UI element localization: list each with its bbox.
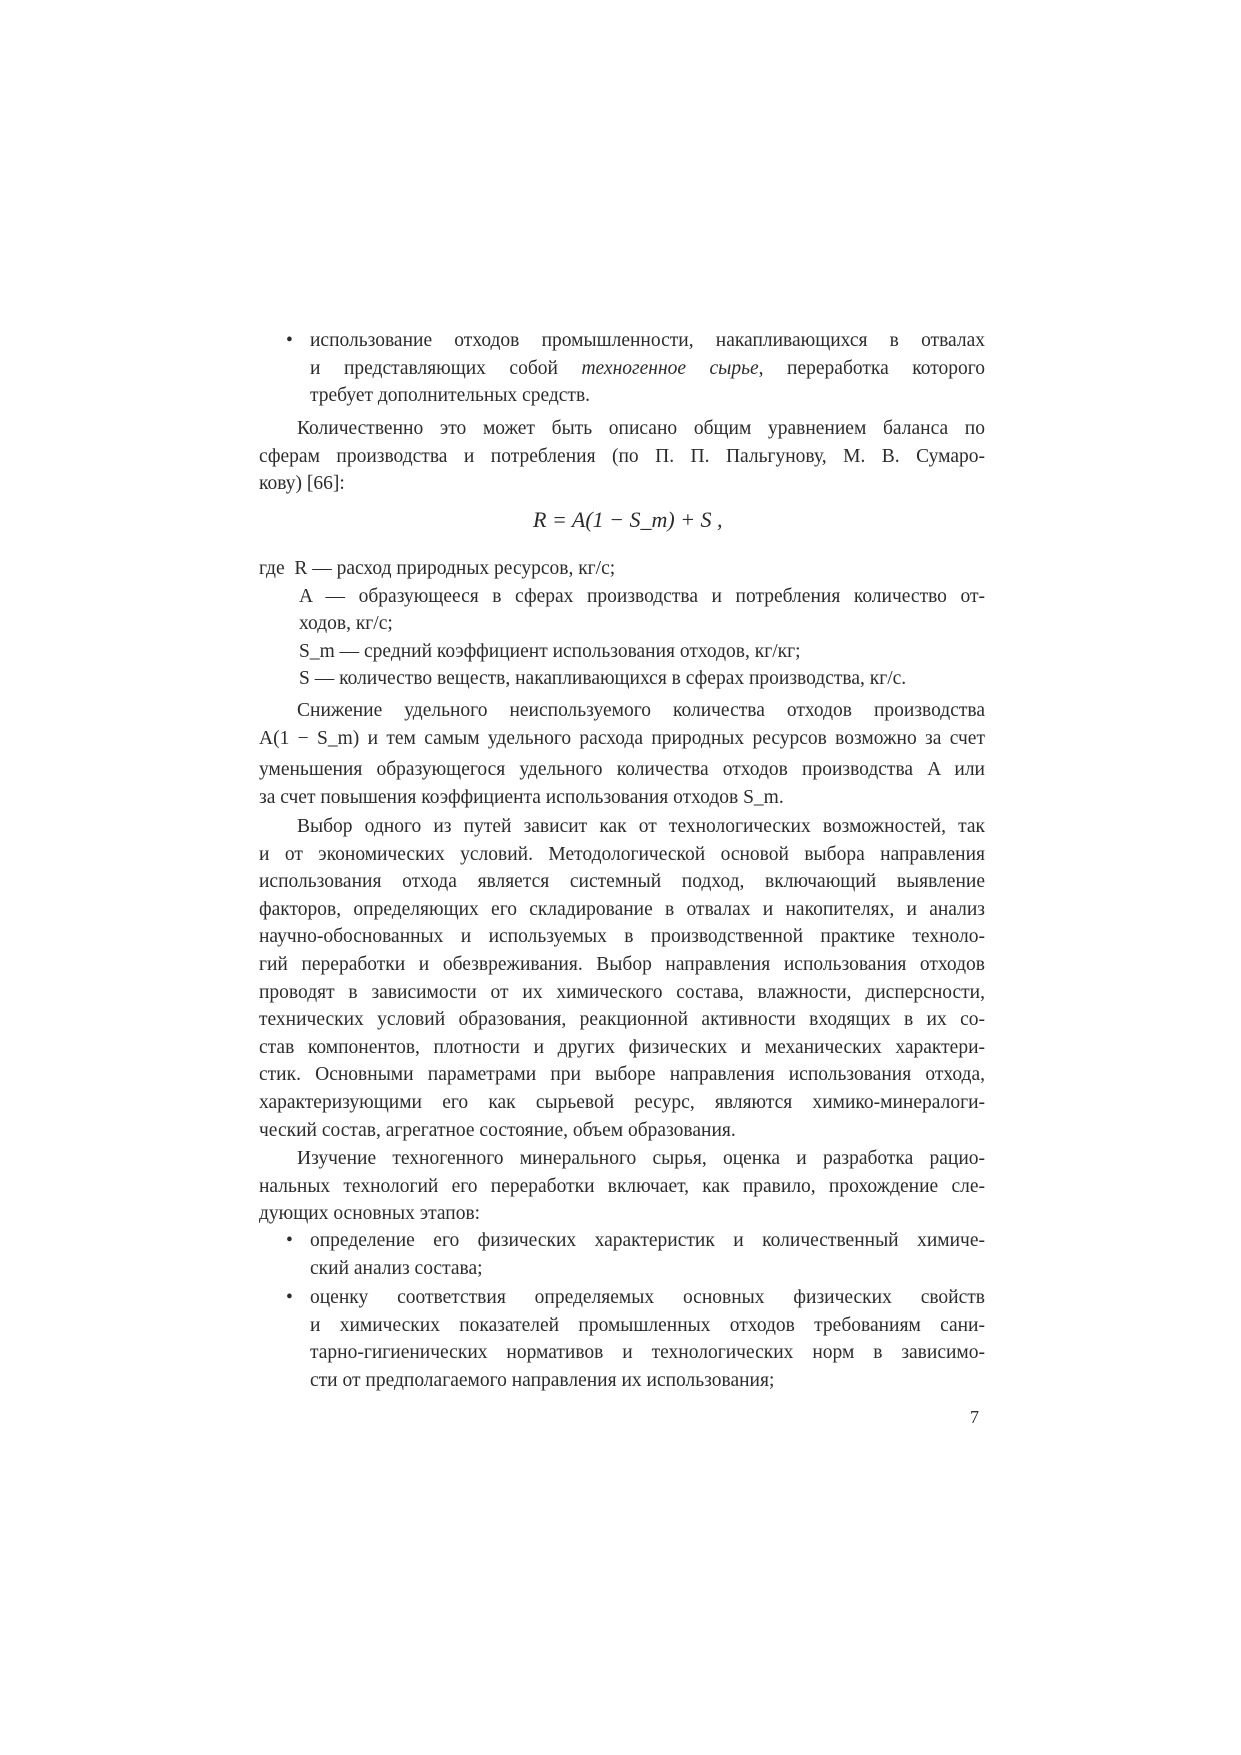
def-S: S — количество веществ, накапливающихся в сферах производства, кг/с. bbox=[299, 668, 907, 690]
para4-line: Изучение техногенного минерального сырья, оценка и разработка рацио- bbox=[297, 1148, 985, 1169]
bullet1-line2-italic: техногенное сырье bbox=[581, 357, 759, 379]
def-where-label: где bbox=[259, 558, 285, 579]
bullet2-line: определение его физических характеристик и количественный химиче- bbox=[310, 1230, 985, 1251]
para1-line3: кову) [66]: bbox=[259, 473, 345, 495]
bullet-item-1 bbox=[286, 327, 985, 410]
para3-line: факторов, определяющих его складирование в отвалах и накопителях, и анализ bbox=[259, 898, 985, 920]
balance-formula: R = A(1 − S_m) + S , bbox=[533, 507, 723, 532]
para3-line: технических условий образования, реакционной активности входящих в их со- bbox=[259, 1009, 985, 1031]
para3-line: стик. Основными параметрами при выборе направления использования отхода, bbox=[259, 1064, 985, 1086]
bullet1-line2-a: и представляющих собой bbox=[310, 357, 582, 379]
para2-line4: за счет повышения коэффициента использования отходов S_m. bbox=[259, 786, 784, 808]
page-number: 7 bbox=[970, 1407, 979, 1427]
bullet-icon: • bbox=[286, 1230, 293, 1251]
def-R: R — расход природных ресурсов, кг/с; bbox=[294, 558, 616, 579]
para2-line2: A(1 − S_m) и тем самым удельного расхода природных ресурсов возможно за счет bbox=[259, 727, 985, 749]
paragraph-4 bbox=[259, 1145, 985, 1228]
bullet1-line2-b: , переработка которого bbox=[758, 357, 985, 379]
para3-line: характеризующими его как сырьевой ресурс, являются химико-минералоги- bbox=[259, 1091, 985, 1113]
definitions-list bbox=[259, 555, 985, 693]
paragraph-3 bbox=[259, 813, 985, 1144]
bullet1-line1: использование отходов промышленности, накапливающихся в отвалах bbox=[310, 330, 985, 351]
def-A1: A — образующееся в сферах производства и потребления количество от- bbox=[299, 585, 985, 607]
para4-line: дующих основных этапов: bbox=[259, 1203, 481, 1225]
bullet-item-2 bbox=[286, 1227, 985, 1282]
bullet3-line: и химических показателей промышленных отходов требованиям сани- bbox=[310, 1314, 985, 1336]
para3-line: проводят в зависимости от их химического состава, влажности, дисперсности, bbox=[259, 981, 985, 1003]
para1-line1: Количественно это может быть описано общим уравнением баланса по bbox=[297, 418, 985, 439]
bullet3-line: сти от предполагаемого направления их использования; bbox=[310, 1369, 775, 1391]
bullet3-line: оценку соответствия определяемых основных физических свойств bbox=[310, 1287, 985, 1308]
bullet2-line: ский анализ состава; bbox=[310, 1257, 483, 1279]
bullet-item-3 bbox=[286, 1284, 985, 1394]
para3-line: научно-обоснованных и используемых в производственной практике техноло- bbox=[259, 926, 985, 948]
bullet-icon: • bbox=[286, 1287, 293, 1308]
para3-line: ческий состав, агрегатное состояние, объем образования. bbox=[259, 1119, 736, 1141]
paragraph-1 bbox=[259, 415, 985, 498]
para3-line: использования отхода является системный подход, включающий выявление bbox=[259, 871, 985, 893]
bullet1-line2 bbox=[310, 355, 985, 383]
def-where bbox=[259, 555, 985, 583]
paragraph-2 bbox=[259, 697, 985, 811]
para3-line: и от экономических условий. Методологической основой выбора направления bbox=[259, 843, 985, 865]
def-A2: ходов, кг/с; bbox=[299, 613, 393, 635]
para3-line: Выбор одного из путей зависит как от технологических возможностей, так bbox=[297, 816, 985, 837]
bullet-icon: • bbox=[286, 330, 293, 351]
para1-line2: сферам производства и потребления (по П. П. Пальгунову, М. В. Сумаро- bbox=[259, 445, 985, 467]
para3-line: став компонентов, плотности и других физических и механических характери- bbox=[259, 1036, 985, 1058]
bullet3-line: тарно-гигиенических нормативов и технологических норм в зависимо- bbox=[310, 1342, 985, 1364]
para2-line3: уменьшения образующегося удельного количества отходов производства A или bbox=[259, 759, 985, 781]
para3-line: гий переработки и обезвреживания. Выбор направления использования отходов bbox=[259, 953, 985, 975]
para2-line1: Снижение удельного неиспользуемого количества отходов производства bbox=[297, 700, 985, 721]
def-Sm: S_m — средний коэффициент использования отходов, кг/кг; bbox=[299, 640, 801, 662]
para4-line: нальных технологий его переработки включает, как правило, прохождение сле- bbox=[259, 1175, 985, 1197]
bullet1-line3: требует дополнительных средств. bbox=[310, 385, 591, 407]
